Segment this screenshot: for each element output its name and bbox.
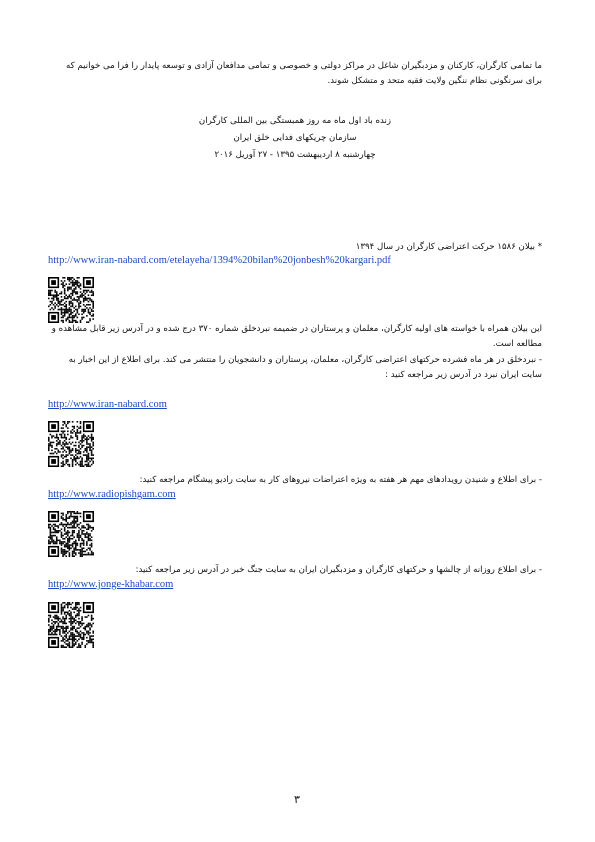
qr-code-icon <box>48 421 94 467</box>
signature-line-1: زنده باد اول ماه مه روز همبستگی بین المللی کارگران <box>198 116 392 126</box>
radio-paragraph: - برای اطلاع و شنیدن رویدادهای مهم هر هفته به ویژه اعتراضات نیروهای کار به سایت رادیو پیشگام مراجعه کنید: <box>139 475 542 485</box>
jonge-khabar-link[interactable]: http://www.jonge-khabar.com <box>48 579 174 590</box>
qr-code-icon <box>48 511 94 557</box>
iran-nabard-link[interactable]: http://www.iran-nabard.com <box>48 399 167 410</box>
qr-code-icon <box>48 277 94 323</box>
signature-block <box>150 113 440 164</box>
report-pdf-link[interactable]: http://www.iran-nabard.com/etelayeha/1394%20bilan%20jonbesh%20kargari.pdf <box>48 255 391 266</box>
intro-paragraph: ما تمامی کارگران، کارکنان و مزدبگیران شاغل در مراکز دولتی و خصوصی و تمامی مدافعان آزادی و توسعه پایدار را فرا می خوانیم که برای سرنگونی نظام ننگین ولایت فقیه متحد و متشکل شوند. <box>66 61 542 86</box>
nabard-paragraph-2: - نبردخلق در هر ماه فشرده حرکتهای اعتراضی کارگران، معلمان، پرستاران و دانشجویان را منتشر می کند. برای اطلاع از این اخبار به سایت ایران نبرد در آدرس زیر مراجعه کنید : <box>68 355 542 380</box>
jonge-paragraph: - برای اطلاع روزانه از چالشها و حرکتهای کارگران و مزدبگیران ایران به سایت جنگ خبر در آدرس زیر مراجعه کنید: <box>135 565 542 575</box>
signature-line-2: سازمان چریکهای فدایی خلق ایران <box>233 133 357 143</box>
report-heading: * بیلان ۱۵۸۶ حرکت اعتراضی کارگران در سال ۱۳۹۴ <box>355 242 542 252</box>
page-number: ۳ <box>294 793 300 806</box>
radiopishgam-link[interactable]: http://www.radiopishgam.com <box>48 489 176 500</box>
nabard-paragraph-1: این بیلان همراه با خواسته های اولیه کارگران، معلمان و پرستاران در ضمیمه نبردخلق شماره ۳۷۰ درج شده و در آدرس زیر قابل مشاهده و مطالعه است. <box>51 324 542 349</box>
signature-line-3: چهارشنبه ۸ اردیبهشت ۱۳۹۵ - ۲۷ آوریل ۲۰۱۶ <box>214 150 376 160</box>
qr-code-icon <box>48 602 94 648</box>
